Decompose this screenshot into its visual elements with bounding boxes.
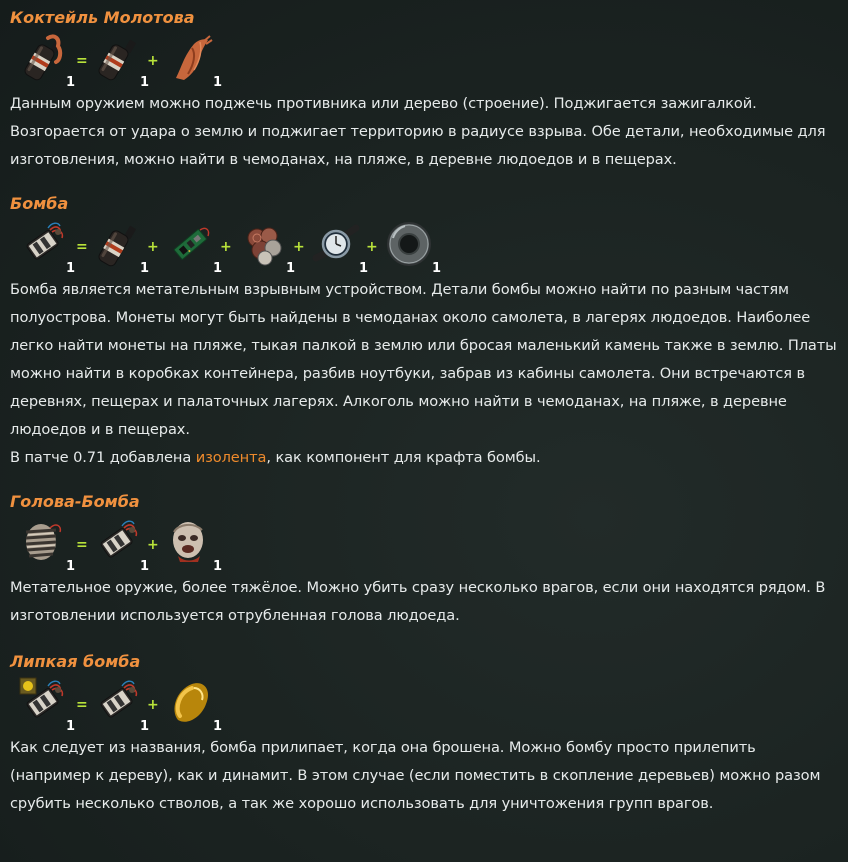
section-title: Бомба <box>10 194 69 213</box>
section-head-bomb <box>10 472 838 630</box>
recipe <box>10 214 838 276</box>
coins-icon <box>237 218 289 270</box>
bomb-icon <box>16 218 68 270</box>
quantity: 1 <box>213 559 223 574</box>
patch-note <box>10 444 838 472</box>
patch-note-before: В патче 0.71 добавлена <box>10 449 196 466</box>
section-title: Голова-Бомба <box>10 492 140 511</box>
molotov-icon <box>16 32 68 84</box>
quantity: 1 <box>286 261 296 276</box>
quantity: 1 <box>213 719 223 734</box>
equals-sign: = <box>76 53 88 69</box>
quantity: 1 <box>140 559 150 574</box>
section-description: Метательное оружие, более тяжёлое. Можно убить сразу несколько врагов, если они находятся рядом. В изготовлении используется отрубленная голова людоеда. <box>10 579 826 624</box>
section-description: Бомба является метательным взрывным устройством. Детали бомбы можно найти по разным частям полуострова. Монеты могут быть найдены в чемоданах около самолета, в лагерях людоедов. Наиболее легко найти монеты на пляже, тыкая палкой в землю или бросая маленький камень также в землю. Платы можно найти в коробках контейнера, разбив ноутбуки, забрав из кабины самолета. Они встречаются в деревнях, пещерах и палаточных лагерях. Алкоголь можно найти в чемоданах, на пляже, в деревне людоедов и в пещерах. <box>10 281 837 438</box>
section-bomb <box>10 174 838 472</box>
quantity: 1 <box>140 719 150 734</box>
bottle-icon <box>90 32 142 84</box>
recipe <box>10 672 838 734</box>
equals-sign: = <box>76 239 88 255</box>
recipe <box>10 28 838 90</box>
section-title: Липкая бомба <box>10 652 141 671</box>
patch-note-after: , как компонент для крафта бомбы. <box>266 449 541 466</box>
plus-sign: + <box>220 239 232 255</box>
duct-tape-icon <box>383 218 435 270</box>
plus-sign: + <box>366 239 378 255</box>
equals-sign: = <box>76 697 88 713</box>
equals-sign: = <box>76 537 88 553</box>
quantity: 1 <box>66 75 76 90</box>
plus-sign: + <box>147 697 159 713</box>
quantity: 1 <box>66 261 76 276</box>
watch-icon <box>310 218 362 270</box>
plus-sign: + <box>147 537 159 553</box>
circuit-board-icon <box>164 218 216 270</box>
quantity: 1 <box>140 261 150 276</box>
head-bomb-icon <box>16 516 68 568</box>
bomb-icon <box>90 516 142 568</box>
bottle-icon <box>90 218 142 270</box>
quantity: 1 <box>359 261 369 276</box>
quantity: 1 <box>140 75 150 90</box>
section-title: Коктейль Молотова <box>10 8 195 27</box>
quantity: 1 <box>213 75 223 90</box>
quantity: 1 <box>432 261 442 276</box>
cloth-icon <box>164 32 216 84</box>
recipe <box>10 512 838 574</box>
section-description: Данным оружием можно поджечь противника или дерево (строение). Поджигается зажигалкой. Возгорается от удара о землю и поджигает территорию в радиусе взрыва. Обе детали, необходимые для изготовления, можно найти в чемоданах, на пляже, в деревне людоедов и в пещерах. <box>10 95 826 168</box>
plus-sign: + <box>147 239 159 255</box>
sticky-bomb-icon <box>16 676 68 728</box>
section-sticky-bomb <box>10 630 838 818</box>
plus-sign: + <box>293 239 305 255</box>
plus-sign: + <box>147 53 159 69</box>
section-molotov <box>10 0 838 174</box>
bomb-icon <box>90 676 142 728</box>
quantity: 1 <box>66 719 76 734</box>
quantity: 1 <box>213 261 223 276</box>
tree-sap-icon <box>164 676 216 728</box>
section-description: Как следует из названия, бомба прилипает, когда она брошена. Можно бомбу просто прилепить (например к дереву), как и динамит. В этом случае (если поместить в скопление деревьев) можно разом срубить несколько стволов, а так же хорошо использовать для уничтожения групп врагов. <box>10 739 821 812</box>
severed-head-icon <box>164 516 216 568</box>
duct-tape-link[interactable]: изолента <box>195 449 267 466</box>
quantity: 1 <box>66 559 76 574</box>
